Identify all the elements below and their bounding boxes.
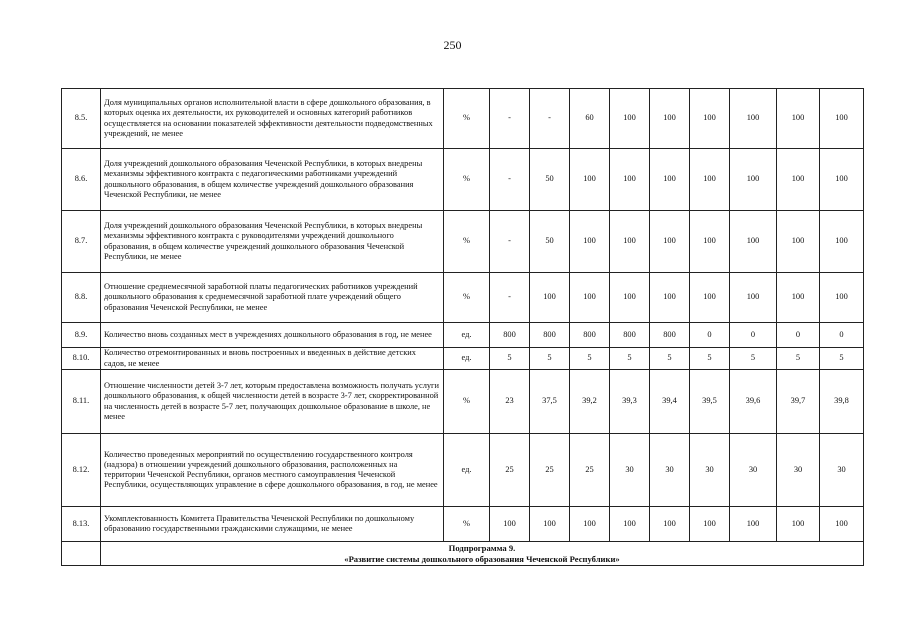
value-cell: 100 <box>610 211 650 273</box>
value-cell: 100 <box>820 149 864 211</box>
value-cell: - <box>490 89 530 149</box>
value-cell: 100 <box>690 149 730 211</box>
value-cell: 39,5 <box>690 370 730 434</box>
row-number: 8.6. <box>62 149 101 211</box>
value-cell: 25 <box>490 434 530 507</box>
indicator-name: Количество проведенных мероприятий по осуществлению государственного контроля (надзора) в отношении учреждений дошкольного образования, расположенных на территории Чеченской Республики, органов местного самоуправления Чеченской Республики, осуществляющих управление в сфере дошкольного образования, в год, не менее <box>101 434 444 507</box>
value-cell: 800 <box>650 323 690 348</box>
table-row <box>62 434 864 507</box>
value-cell: 100 <box>777 273 820 323</box>
indicator-name: Доля муниципальных органов исполнительной власти в сфере дошкольного образования, в которых оценка их деятельности, их руководителей и основных категорий работников осуществляется на основании показателей эффективности деятельности подведомственных учреждений, не менее <box>101 89 444 149</box>
row-number: 8.10. <box>62 348 101 370</box>
indicator-name: Количество отремонтированных и вновь построенных и введенных в действие детских садов, не менее <box>101 348 444 370</box>
value-cell: 30 <box>650 434 690 507</box>
value-cell: 100 <box>690 507 730 542</box>
value-cell: 100 <box>650 149 690 211</box>
page-number: 250 <box>443 38 462 52</box>
value-cell: 50 <box>530 211 570 273</box>
value-cell: - <box>490 149 530 211</box>
subprogram-title: Подпрограмма 9. <box>448 543 516 554</box>
table-row <box>62 273 864 323</box>
value-cell: 5 <box>777 348 820 370</box>
empty-cell <box>62 542 101 566</box>
subprogram-row <box>62 542 864 566</box>
value-cell: 5 <box>610 348 650 370</box>
value-cell: 5 <box>730 348 777 370</box>
table-row <box>62 348 864 370</box>
row-number: 8.8. <box>62 273 101 323</box>
value-cell: 0 <box>730 323 777 348</box>
indicator-name: Доля учреждений дошкольного образования Чеченской Республики, в которых внедрены механизмы эффективного контракта с педагогическими работниками учреждений дошкольного образования, в общем количестве учреждений дошкольного образования Чеченской Республики, не менее <box>101 149 444 211</box>
table-row <box>62 89 864 149</box>
table-row <box>62 323 864 348</box>
value-cell: 100 <box>690 273 730 323</box>
value-cell: 100 <box>820 89 864 149</box>
value-cell: 5 <box>690 348 730 370</box>
row-number: 8.7. <box>62 211 101 273</box>
indicator-name: Количество вновь созданных мест в учреждениях дошкольного образования в год, не менее <box>101 323 444 348</box>
value-cell: 100 <box>610 89 650 149</box>
value-cell: - <box>530 89 570 149</box>
value-cell: 39,7 <box>777 370 820 434</box>
unit-cell: ед. <box>444 434 490 507</box>
unit-cell: % <box>444 273 490 323</box>
value-cell: 100 <box>530 507 570 542</box>
row-number: 8.11. <box>62 370 101 434</box>
value-cell: 39,3 <box>610 370 650 434</box>
value-cell: 39,2 <box>570 370 610 434</box>
subprogram-header <box>101 542 864 566</box>
value-cell: 60 <box>570 89 610 149</box>
value-cell: 100 <box>730 211 777 273</box>
value-cell: 100 <box>777 507 820 542</box>
value-cell: 50 <box>530 149 570 211</box>
value-cell: 0 <box>777 323 820 348</box>
value-cell: - <box>490 273 530 323</box>
indicator-name: Доля учреждений дошкольного образования Чеченской Республики, в которых внедрены механизмы эффективного контракта с руководителями учреждений дошкольного образования, в общем количестве учреждений дошкольного образования Чеченской Республики, не менее <box>101 211 444 273</box>
value-cell: 23 <box>490 370 530 434</box>
value-cell: 5 <box>570 348 610 370</box>
value-cell: 100 <box>610 273 650 323</box>
value-cell: 100 <box>730 149 777 211</box>
value-cell: 0 <box>820 323 864 348</box>
subprogram-name: «Развитие системы дошкольного образования Чеченской Республики» <box>344 553 620 564</box>
row-number: 8.13. <box>62 507 101 542</box>
table-row <box>62 507 864 542</box>
value-cell: 100 <box>730 89 777 149</box>
value-cell: 100 <box>610 507 650 542</box>
unit-cell: % <box>444 211 490 273</box>
value-cell: 100 <box>490 507 530 542</box>
table-row <box>62 149 864 211</box>
unit-cell: % <box>444 507 490 542</box>
value-cell: 100 <box>690 89 730 149</box>
value-cell: 100 <box>610 149 650 211</box>
value-cell: 39,8 <box>820 370 864 434</box>
value-cell: 100 <box>820 273 864 323</box>
indicator-name: Отношение численности детей 3-7 лет, которым предоставлена возможность получать услуги дошкольного образования, к общей численности детей в возрасте 3-7 лет, скорректированной на численность детей в возрасте 5-7 лет, получающих дошкольное образование в школе, не менее <box>101 370 444 434</box>
unit-cell: % <box>444 89 490 149</box>
indicators-table <box>61 88 864 566</box>
value-cell: - <box>490 211 530 273</box>
value-cell: 800 <box>530 323 570 348</box>
value-cell: 100 <box>570 507 610 542</box>
value-cell: 25 <box>570 434 610 507</box>
table-row <box>62 211 864 273</box>
value-cell: 100 <box>570 211 610 273</box>
value-cell: 100 <box>570 273 610 323</box>
value-cell: 39,6 <box>730 370 777 434</box>
indicator-name: Отношение среднемесячной заработной платы педагогических работников учреждений дошкольного образования к среднемесячной заработной плате учреждений общего образования Чеченской Республики, не менее <box>101 273 444 323</box>
value-cell: 30 <box>610 434 650 507</box>
unit-cell: % <box>444 149 490 211</box>
value-cell: 100 <box>530 273 570 323</box>
unit-cell: % <box>444 370 490 434</box>
value-cell: 0 <box>690 323 730 348</box>
value-cell: 100 <box>730 273 777 323</box>
row-number: 8.5. <box>62 89 101 149</box>
indicator-name: Укомплектованность Комитета Правительства Чеченской Республики по дошкольному образованию государственными гражданскими служащими, не менее <box>101 507 444 542</box>
value-cell: 30 <box>730 434 777 507</box>
value-cell: 100 <box>570 149 610 211</box>
value-cell: 100 <box>777 149 820 211</box>
value-cell: 30 <box>690 434 730 507</box>
value-cell: 39,4 <box>650 370 690 434</box>
row-number: 8.9. <box>62 323 101 348</box>
value-cell: 30 <box>820 434 864 507</box>
value-cell: 100 <box>650 273 690 323</box>
unit-cell: ед. <box>444 323 490 348</box>
value-cell: 100 <box>650 89 690 149</box>
value-cell: 100 <box>820 211 864 273</box>
value-cell: 5 <box>490 348 530 370</box>
row-number: 8.12. <box>62 434 101 507</box>
value-cell: 30 <box>777 434 820 507</box>
value-cell: 5 <box>650 348 690 370</box>
value-cell: 37,5 <box>530 370 570 434</box>
value-cell: 800 <box>610 323 650 348</box>
value-cell: 5 <box>530 348 570 370</box>
value-cell: 100 <box>777 89 820 149</box>
value-cell: 100 <box>730 507 777 542</box>
table-body <box>62 89 864 566</box>
value-cell: 25 <box>530 434 570 507</box>
value-cell: 100 <box>690 211 730 273</box>
value-cell: 100 <box>777 211 820 273</box>
table-row <box>62 370 864 434</box>
value-cell: 100 <box>650 507 690 542</box>
value-cell: 800 <box>570 323 610 348</box>
value-cell: 800 <box>490 323 530 348</box>
value-cell: 100 <box>650 211 690 273</box>
unit-cell: ед. <box>444 348 490 370</box>
value-cell: 5 <box>820 348 864 370</box>
value-cell: 100 <box>820 507 864 542</box>
